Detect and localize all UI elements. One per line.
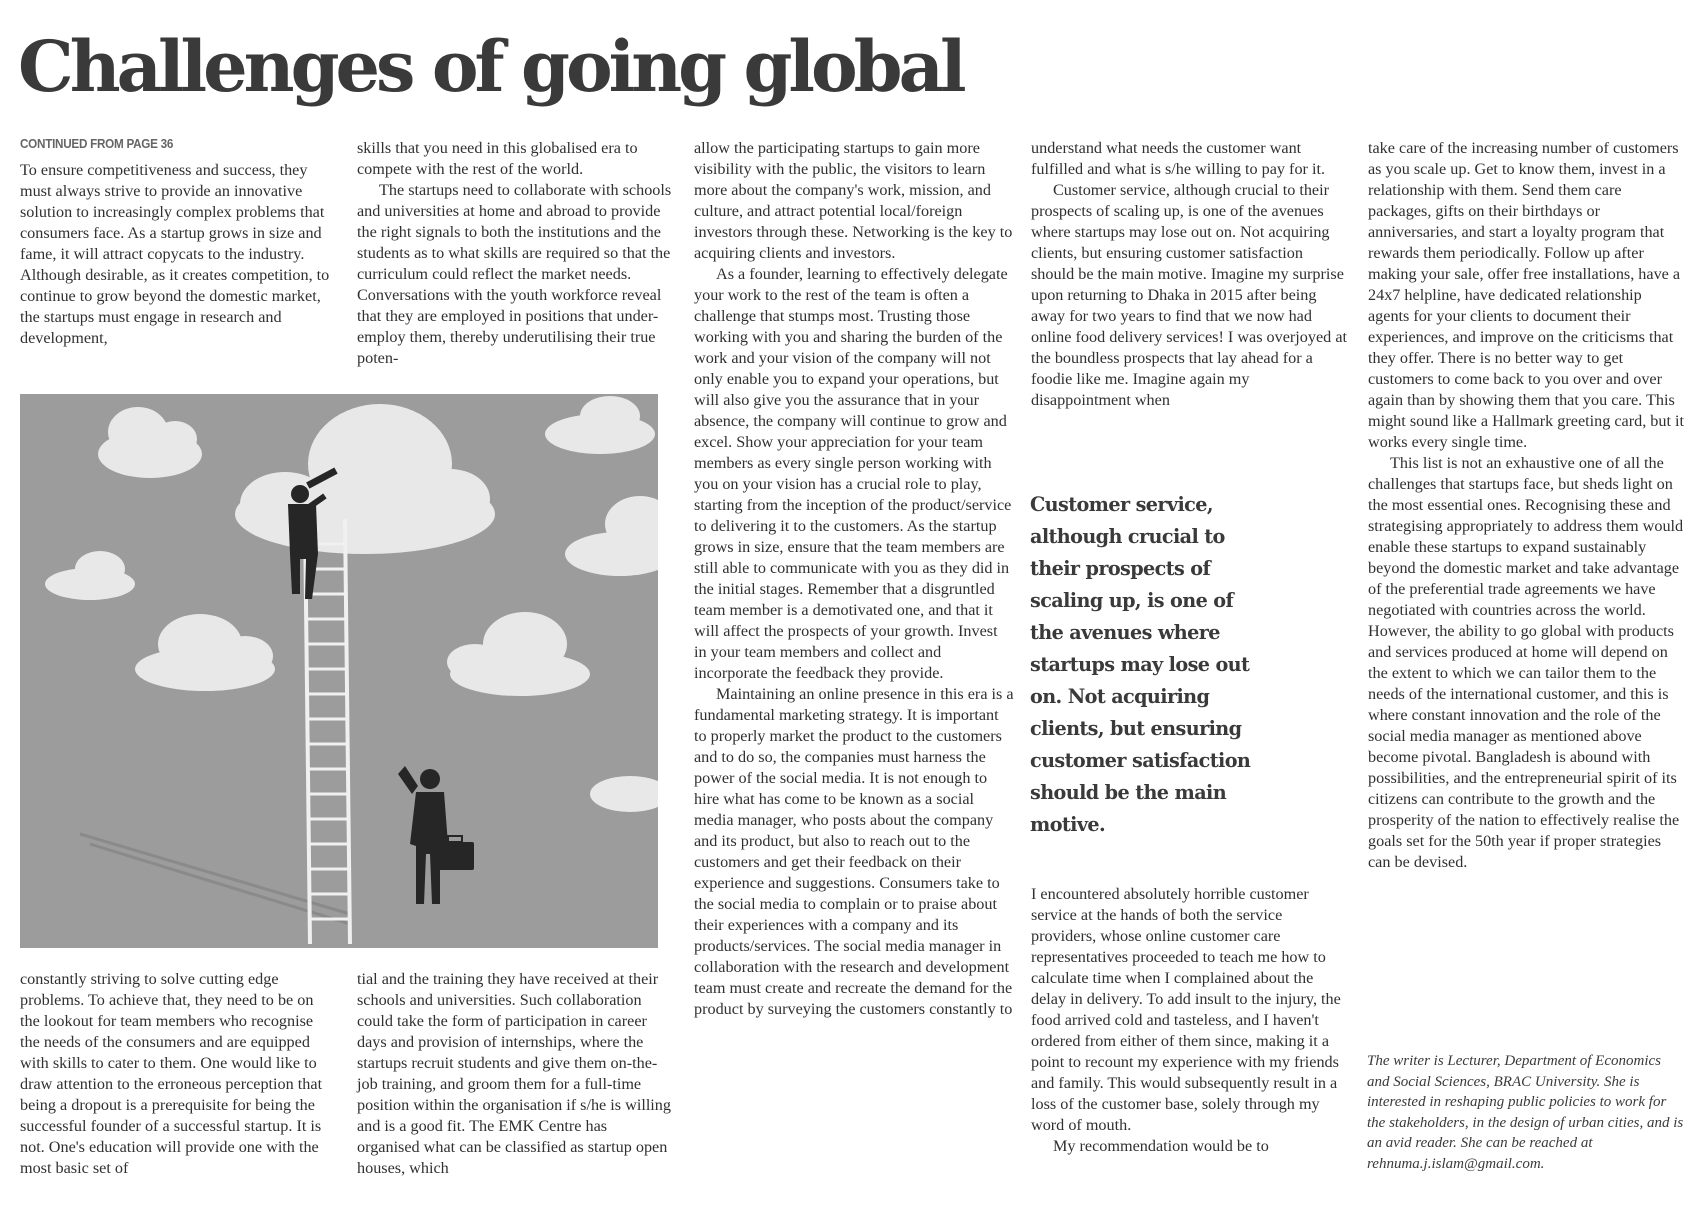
paragraph: understand what needs the customer want fulfilled and what is s/he willing to pay for it. — [1031, 139, 1326, 178]
paragraph: Customer service, although crucial to their prospects of scaling up, is one of the avenues where startups may lose out on. Not acquiring clients, but ensuring customer satisfaction should be the main motive. Imagine my surprise upon returning to Dhaka in 2015 after being away for two years to find that we now had online food delivery services! I was overjoyed at the boundless prospects that lay ahead for a foodie like me. Imagine again my disappointment when — [1031, 181, 1347, 409]
paragraph: The startups need to collaborate with schools and universities at home and abroad to provide the right signals to both the institutions and the students as to what skills are required so that the curriculum could reflect the market needs. Conversations with the youth workforce reveal that they are employed in positions that under-employ them, thereby underutilising their true poten- — [357, 181, 672, 367]
column-4-bottom — [1031, 884, 1347, 1157]
paragraph: Maintaining an online presence in this era is a fundamental marketing strategy. It is important to properly market the product to the customers and to do so, the companies must harness the power of the social media. It is not enough to hire what has come to be known as a social media manager, who posts about the company and its product, but also to reach out to the customers and get their feedback on their experience and suggestions. Consumers take to the social media to complain or to praise about their experiences with a company and its products/services. The social media manager in collaboration with the research and development team must create and recreate the demand for the product by surveying the customers constantly to — [694, 685, 1014, 1018]
column-1-bottom — [20, 969, 336, 1179]
article-illustration — [20, 394, 658, 948]
paragraph: To ensure competitiveness and success, they must always strive to provide an innovative solution to increasingly complex problems that consumers face. As a startup grows in size and fame, it will attract copycats to the industry. Although desirable, as it creates competition, to continue to grow beyond the domestic market, the startups must engage in research and development, — [20, 161, 330, 347]
paragraph: This list is not an exhaustive one of all the challenges that startups face, but sheds light on the most essential ones. Recognising these and strategising appropriately to address them would enable these startups to expand sustainably beyond the domestic market and take advantage of the preferential trade agreements we have negotiated with countries across the world. However, the ability to go global with products and services produced at home will depend on the extent to which we can tailor them to the needs of the international customer, and this is where constant innovation and the role of the social media manager as mentioned above become pivotal. Bangladesh is abound with possibilities, and the entrepreneurial spirit of its citizens can contribute to the growth and the prosperity of the nation to effectively realise the goals set for the 50th year if proper strategies can be devised. — [1368, 454, 1684, 871]
paragraph: constantly striving to solve cutting edge problems. To achieve that, they need to be on the lookout for team members who recognise the needs of the consumers and are equipped with skills to cater to them. One would like to draw attention to the erroneous perception that being a dropout is a prerequisite for being the successful founder of a successful startup. It is not. One's education will provide one with the most basic set of — [20, 970, 323, 1177]
column-2-bottom — [357, 969, 673, 1179]
column-5 — [1368, 138, 1686, 873]
paragraph: My recommendation would be to — [1053, 1137, 1269, 1155]
paragraph: allow the participating startups to gain more visibility with the public, the visitors to learn more about the company's work, mission, and culture, and attract potential local/foreign investors through these. Networking is the key to acquiring clients and investors. — [694, 139, 1013, 262]
pull-quote: Customer service, although crucial to their prospects of scaling up, is one of the avenues where startups may lose out on. Not acquiring clients, but ensuring customer satisfaction should be the main motive. — [1030, 493, 1251, 836]
author-byline: The writer is Lecturer, Department of Economics and Social Sciences, BRAC University. She is interested in reshaping public policies to work for the stakeholders, in the design of urban cities, and is an avid reader. She can be reached at rehnuma.j.islam@gmail.com. — [1367, 1053, 1684, 1172]
column-1-top — [20, 160, 336, 349]
paragraph: skills that you need in this globalised era to compete with the rest of the world. — [357, 139, 638, 178]
ladder-clouds-illustration — [20, 394, 658, 948]
column-4-top — [1031, 138, 1347, 411]
paragraph: I encountered absolutely horrible customer service at the hands of both the service providers, whose online customer care representatives proceeded to teach me how to calculate time when I complained about the delay in delivery. To add insult to the injury, the food arrived cold and tasteless, and I haven't ordered from either of them since, making it a point to recount my experience with my friends and family. This would subsequently result in a loss of the customer base, solely through my word of mouth. — [1031, 885, 1341, 1134]
paragraph: tial and the training they have received at their schools and universities. Such collaboration could take the form of participation in career days and provision of internships, where the startups recruit students and give them on-the-job training, and groom them for a full-time position within the organisation if s/he is willing and is a good fit. The EMK Centre has organised what can be classified as startup open houses, which — [357, 970, 671, 1177]
paragraph: take care of the increasing number of customers as you scale up. Get to know them, invest in a relationship with them. Send them care packages, gifts on their birthdays or anniversaries, and start a loyalty program that rewards them periodically. Follow up after making your sale, offer free installations, have a 24x7 helpline, have dedicated relationship agents for your clients to document their experiences, and improve on the criticisms that they offer. There is no better way to get customers to come back to you over and over again than by showing them that you care. This might sound like a Hallmark greeting card, but it works every single time. — [1368, 139, 1685, 451]
column-3 — [694, 138, 1014, 1020]
continued-from-kicker: CONTINUED FROM PAGE 36 — [20, 136, 174, 151]
column-2-top — [357, 138, 673, 369]
paragraph: As a founder, learning to effectively delegate your work to the rest of the team is often a challenge that stumps most. Trusting those working with you and sharing the burden of the work and your vision of the company will not only enable you to expand your operations, but will also give you the assurance that in your absence, the company will continue to grow and excel. Show your appreciation for your team members as every single person working with you on your vision has a crucial role to play, starting from the inception of the product/service to delivering it to the customers. As the startup grows in size, ensure that the team members are still able to communicate with you as they did in the initial stages. Remember that a disgruntled team member is a demotivated one, and that it will affect the prospects of your growth. Invest in your team members and collect and incorporate the feedback they provide. — [694, 265, 1012, 682]
article-headline: Challenges of going global — [18, 25, 963, 108]
